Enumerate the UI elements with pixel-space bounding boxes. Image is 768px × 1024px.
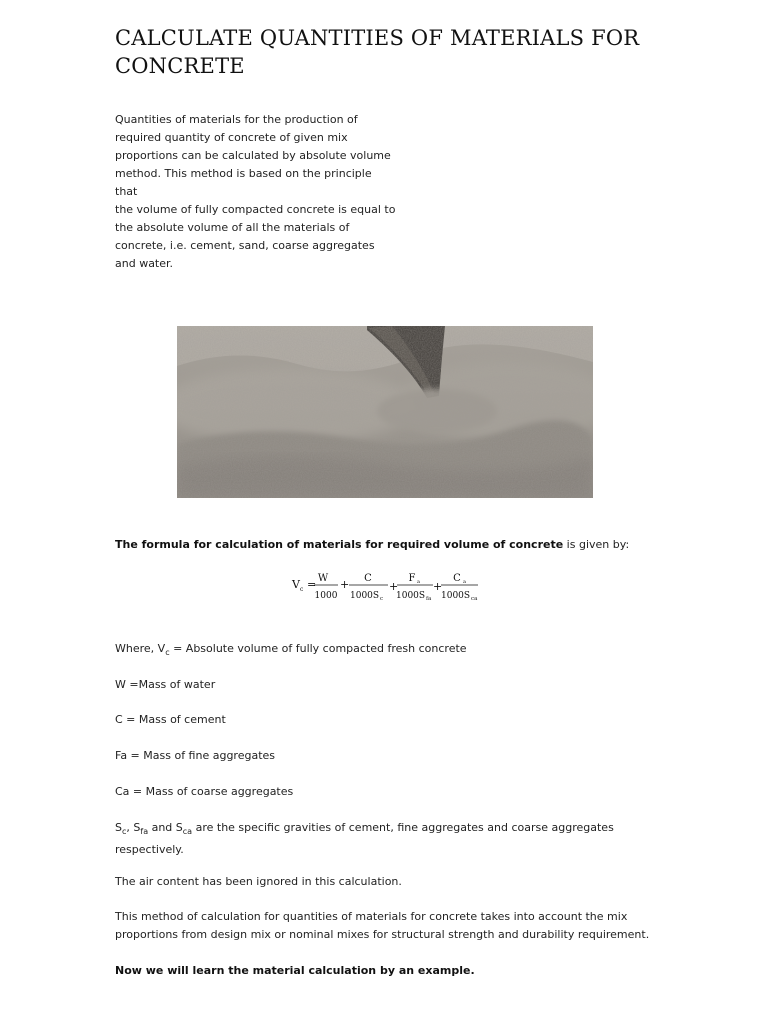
intro-line: proportions can be calculated by absolute volume: [115, 149, 391, 162]
sg-rest: are the specific gravities of cement, fine aggregates and coarse aggregates: [192, 821, 614, 834]
definition-cement: C = Mass of cement: [115, 713, 226, 726]
term-2-numerator: C: [364, 573, 372, 584]
volume-formula: [290, 568, 490, 608]
specific-gravities-paragraph: [115, 819, 655, 859]
term-3-denominator: 1000S: [396, 591, 426, 601]
term-4-numerator: C: [453, 573, 461, 584]
term-3-numerator: F: [408, 573, 416, 584]
formula-intro-rest: is given by:: [563, 538, 630, 551]
sg-sep: ,: [126, 821, 134, 834]
example-heading-text: Now we will learn the material calculation by an example.: [115, 964, 475, 977]
sg-sep: and: [148, 821, 176, 834]
formula-intro: [115, 536, 629, 554]
concrete-pour-photo: [177, 326, 593, 498]
formula-plus-2: +: [389, 580, 399, 593]
definition-coarse-aggregates: Ca = Mass of coarse aggregates: [115, 785, 294, 798]
sg-sub: fa: [140, 827, 149, 837]
method-paragraph: [115, 908, 675, 944]
intro-line: the absolute volume of all the materials of: [115, 221, 350, 234]
where-prefix: Where, V: [115, 642, 166, 655]
formula-equals: =: [307, 578, 317, 591]
sg-symbol: S: [133, 821, 141, 834]
intro-paragraph: [115, 111, 397, 273]
intro-line: and water.: [115, 257, 174, 270]
term-4-denominator: 1000S: [441, 591, 471, 601]
air-content-note: The air content has been ignored in this calculation.: [115, 875, 402, 888]
sg-line2: respectively.: [115, 843, 184, 857]
sg-sub: c: [121, 827, 127, 837]
term-3-denominator-sub: fa: [426, 596, 432, 602]
where-rest: = Absolute volume of fully compacted fresh concrete: [169, 642, 467, 655]
formula-lhs-sub: c: [300, 586, 304, 593]
method-line: This method of calculation for quantities of materials for concrete takes into account the mix: [115, 910, 628, 923]
definition-water: W =Mass of water: [115, 678, 216, 691]
intro-line: method. This method is based on the principle that: [115, 167, 372, 198]
term-4-denominator-sub: ca: [471, 596, 478, 602]
intro-line: required quantity of concrete of given mix: [115, 131, 348, 144]
formula-plus-1: +: [340, 578, 350, 591]
formula-plus-3: +: [433, 580, 443, 593]
definition-fine-aggregates: Fa = Mass of fine aggregates: [115, 749, 276, 762]
intro-line: Quantities of materials for the production of: [115, 113, 358, 126]
where-sub: c: [165, 648, 170, 658]
term-1-denominator: 1000: [314, 591, 338, 601]
sg-symbol: S: [115, 821, 122, 834]
term-2-denominator: 1000S: [350, 591, 380, 601]
formula-lhs: V: [292, 578, 300, 591]
intro-line: the volume of fully compacted concrete is equal to: [115, 203, 396, 216]
sg-symbol: S: [175, 821, 183, 834]
sg-sub: ca: [182, 827, 193, 837]
method-line: proportions from design mix or nominal mixes for structural strength and durability requirement.: [115, 928, 650, 941]
page-title: CALCULATE QUANTITIES OF MATERIALS FOR CONCRETE: [115, 26, 640, 78]
where-definition: [115, 640, 467, 662]
term-2-denominator-sub: c: [380, 596, 384, 602]
term-3-numerator-sub: a: [417, 579, 420, 585]
term-4-numerator-sub: a: [463, 579, 466, 585]
formula-intro-bold: The formula for calculation of materials for required volume of concrete: [115, 538, 564, 551]
term-1-numerator: W: [317, 573, 329, 584]
example-heading: [115, 962, 475, 980]
intro-line: concrete, i.e. cement, sand, coarse aggregates: [115, 239, 375, 252]
